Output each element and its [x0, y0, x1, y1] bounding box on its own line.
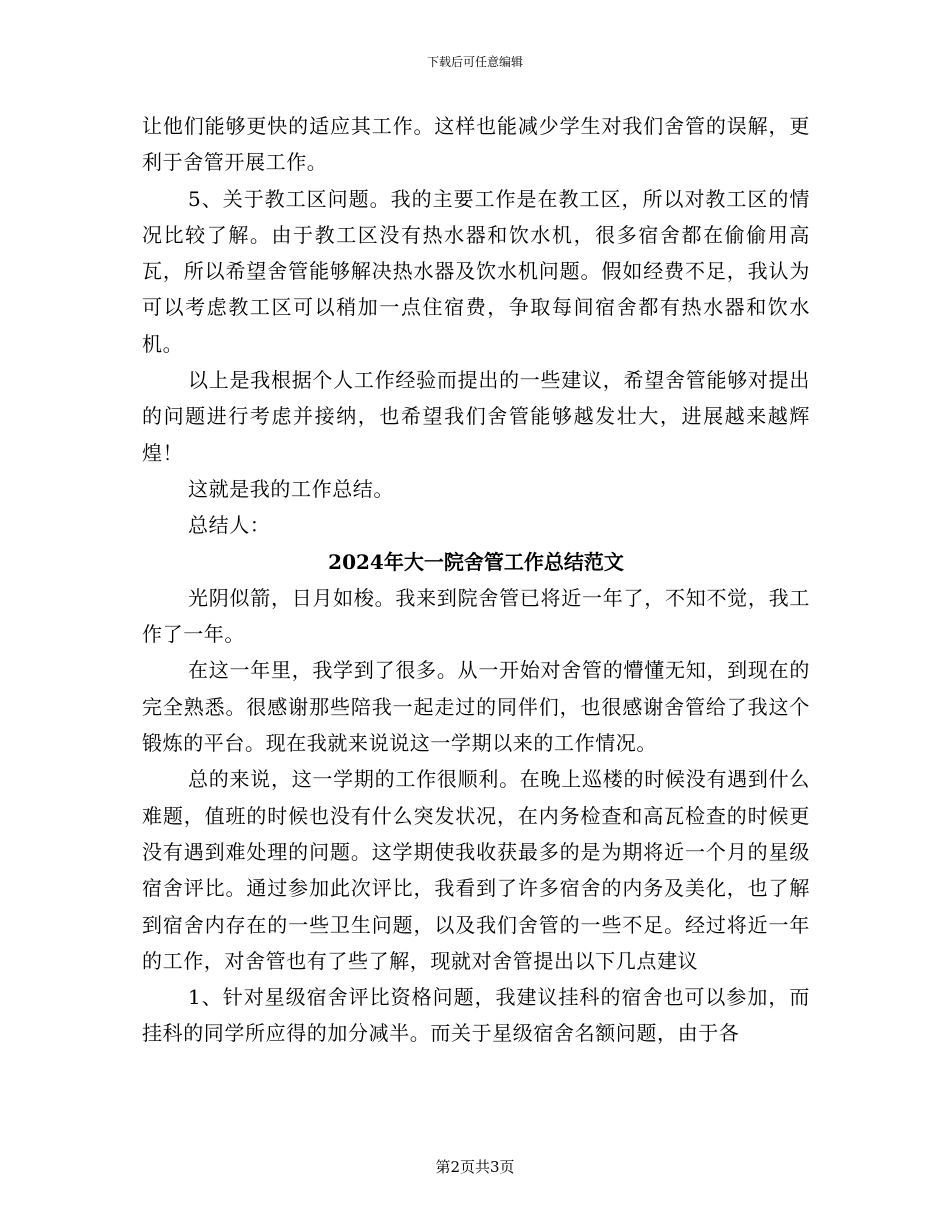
paragraph: 让他们能够更快的适应其工作。这样也能减少学生对我们舍管的误解，更利于舍管开展工作。: [142, 114, 810, 175]
document-body: [142, 108, 810, 1052]
paragraph: 光阴似箭，日月如梭。我来到院舍管已将近一年了，不知不觉，我工作了一年。: [142, 585, 810, 647]
paragraph: 5、关于教工区问题。我的主要工作是在教工区，所以对教工区的情况比较了解。由于教工区没有热水器和饮水机，很多宿舍都在偷偷用高瓦，所以希望舍管能够解决热水器及饮水机问题。假如经费不足，我认为可以考虑教工区可以稍加一点住宿费，争取每间宿舍都有热水器和饮水机。: [142, 186, 810, 356]
paragraph: 以上是我根据个人工作经验而提出的一些建议，希望舍管能够对提出的问题进行考虑并接纳，也希望我们舍管能够越发壮大，进展越来越辉煌！: [142, 368, 810, 465]
paragraph: 总的来说，这一学期的工作很顺利。在晚上巡楼的时候没有遇到什么难题，值班的时候也没有什么突发状况，在内务检查和高瓦检查的时候更没有遇到难处理的问题。这学期使我收获最多的是为期将近一个月的星级宿舍评比。通过参加此次评比，我看到了许多宿舍的内务及美化，也了解到宿舍内存在的一些卫生问题，以及我们舍管的一些不足。经过将近一年的工作，对舍管也有了些了解，现就对舍管提出以下几点建议: [142, 767, 810, 973]
page-header: 下载后可任意编辑: [426, 55, 523, 69]
signature-line: 总结人：: [188, 513, 271, 538]
paragraph: 这就是我的工作总结。: [188, 476, 394, 501]
page-footer: 第2页共3页: [435, 1158, 515, 1176]
section-title: 2024年大一院舍管工作总结范文: [328, 549, 624, 574]
paragraph: 在这一年里，我学到了很多。从一开始对舍管的懵懂无知，到现在的完全熟悉。很感谢那些陪我一起走过的同伴们，也很感谢舍管给了我这个锻炼的平台。现在我就来说说这一学期以来的工作情况。: [142, 658, 810, 756]
paragraph: 1、针对星级宿舍评比资格问题，我建议挂科的宿舍也可以参加，而挂科的同学所应得的加分减半。而关于星级宿舍名额问题，由于各: [142, 985, 810, 1046]
